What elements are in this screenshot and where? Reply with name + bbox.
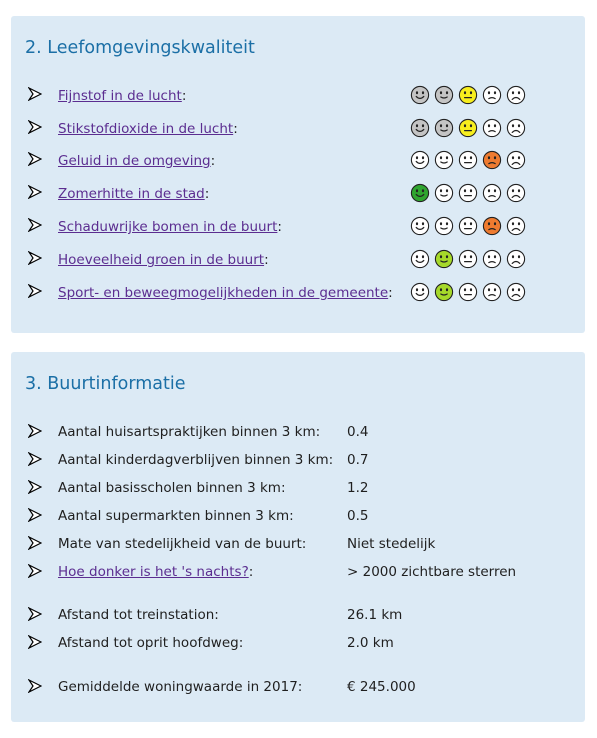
arrowhead-bullet-icon [28,185,42,199]
info-value: 0.4 [347,424,369,440]
smiley-neutral-icon [458,282,478,302]
smiley-slight-icon [434,249,454,269]
info-label: Afstand tot treinstation: [58,607,219,623]
smiley-sad-icon [506,249,526,269]
arrowhead-bullet-icon [28,564,42,578]
smiley-sad-icon [506,282,526,302]
smiley-happy-icon [410,183,430,203]
info-label: Aantal kinderdagverblijven binnen 3 km: [58,452,334,468]
arrowhead-bullet-icon [28,251,42,265]
arrowhead-bullet-icon [28,508,42,522]
info-value: € 245.000 [347,679,416,695]
info-label: Aantal basisscholen binnen 3 km: [58,480,286,496]
smiley-neutral-icon [458,183,478,203]
info-value: > 2000 zichtbare sterren [347,564,517,580]
list-item: Zomerhitte in de stad: [11,185,585,209]
link-hoe-donker[interactable]: Hoe donker is het 's nachts? [58,564,249,580]
list-item: Hoeveelheid groen in de buurt: [11,251,585,275]
list-item [11,607,585,631]
info-value: 2.0 km [347,635,394,651]
arrowhead-bullet-icon [28,87,42,101]
smiley-unhappy-icon [482,216,502,236]
smiley-unhappy-icon [482,183,502,203]
smiley-neutral-icon [458,118,478,138]
list-item: Fijnstof in de lucht: [11,87,585,111]
arrowhead-bullet-icon [28,284,42,298]
info-value: Niet stedelijk [347,536,436,552]
smiley-slight-icon [434,282,454,302]
link-hoeveelheid-groen[interactable]: Hoeveelheid groen in de buurt [58,252,265,268]
smiley-slight-icon [434,150,454,170]
list-item [11,679,585,703]
smiley-happy-icon [410,118,430,138]
list-item: Sport- en beweegmogelijkheden in de gemeente: [11,284,585,308]
arrowhead-bullet-icon [28,480,42,494]
link-schaduwrijke-bomen[interactable]: Schaduwrijke bomen in de buurt [58,219,278,235]
arrowhead-bullet-icon [28,424,42,438]
smiley-neutral-icon [458,85,478,105]
smiley-neutral-icon [458,249,478,269]
arrowhead-bullet-icon [28,452,42,466]
info-value: 26.1 km [347,607,403,623]
smiley-slight-icon [434,216,454,236]
smiley-sad-icon [506,183,526,203]
section-title-buurtinformatie: 3. Buurtinformatie [25,374,186,394]
list-item [11,424,585,448]
smiley-unhappy-icon [482,118,502,138]
info-value: 0.7 [347,452,369,468]
smiley-sad-icon [506,118,526,138]
info-value: 1.2 [347,480,369,496]
arrowhead-bullet-icon [28,120,42,134]
list-item: Geluid in de omgeving: [11,152,585,176]
list-item [11,480,585,504]
smiley-happy-icon [410,216,430,236]
list-item: Schaduwrijke bomen in de buurt: [11,218,585,242]
smiley-slight-icon [434,183,454,203]
list-item: Hoe donker is het 's nachts?: > 2000 zichtbare sterren [11,564,585,588]
smiley-unhappy-icon [482,249,502,269]
arrowhead-bullet-icon [28,679,42,693]
smiley-happy-icon [410,150,430,170]
link-fijnstof[interactable]: Fijnstof in de lucht [58,88,182,104]
list-item [11,635,585,659]
info-label: Aantal huisartspraktijken binnen 3 km: [58,424,321,440]
list-item [11,536,585,560]
smiley-neutral-icon [458,150,478,170]
smiley-sad-icon [506,150,526,170]
smiley-happy-icon [410,282,430,302]
smiley-sad-icon [506,216,526,236]
smiley-sad-icon [506,85,526,105]
info-label: Afstand tot oprit hoofdweg: [58,635,244,651]
list-item [11,508,585,532]
arrowhead-bullet-icon [28,607,42,621]
link-zomerhitte[interactable]: Zomerhitte in de stad [58,186,205,202]
arrowhead-bullet-icon [28,152,42,166]
list-item: Stikstofdioxide in de lucht: [11,120,585,144]
section-title-leefomgeving: 2. Leefomgevingskwaliteit [25,38,255,58]
link-sport-beweeg[interactable]: Sport- en beweegmogelijkheden in de gemeente [58,285,389,301]
info-label: Aantal supermarkten binnen 3 km: [58,508,294,524]
leefomgeving-panel [11,16,585,333]
arrowhead-bullet-icon [28,536,42,550]
arrowhead-bullet-icon [28,218,42,232]
arrowhead-bullet-icon [28,635,42,649]
smiley-unhappy-icon [482,85,502,105]
link-stikstofdioxide[interactable]: Stikstofdioxide in de lucht [58,121,234,137]
buurtinformatie-panel [11,352,585,722]
smiley-neutral-icon [458,216,478,236]
list-item [11,452,585,476]
smiley-unhappy-icon [482,282,502,302]
smiley-happy-icon [410,85,430,105]
smiley-slight-icon [434,85,454,105]
smiley-unhappy-icon [482,150,502,170]
smiley-slight-icon [434,118,454,138]
link-geluid[interactable]: Geluid in de omgeving [58,153,211,169]
smiley-happy-icon [410,249,430,269]
info-value: 0.5 [347,508,369,524]
info-label: Gemiddelde woningwaarde in 2017: [58,679,303,695]
info-label: Mate van stedelijkheid van de buurt: [58,536,307,552]
